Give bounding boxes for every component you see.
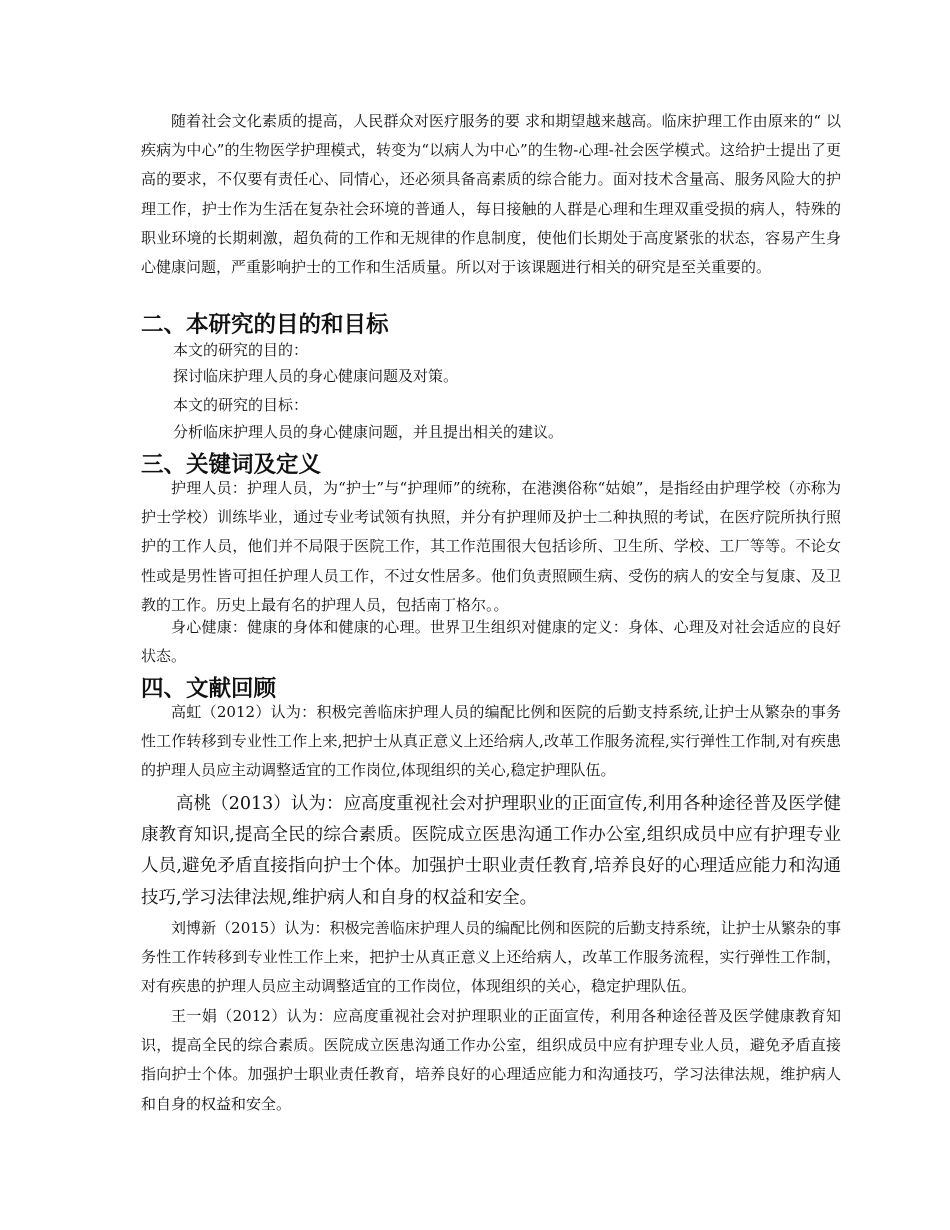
goal-text: 分析临床护理人员的身心健康问题，并且提出相关的建议。 <box>173 423 564 441</box>
literature-review-gaotao: 高桃（2013）认为：应高度重视社会对护理职业的正面宣传,利用各种途径普及医学健康教育知识,提高全民的综合素质。医院成立医患沟通工作办公室,组织成员中应有护理专业人员,避免矛盾直接指向护士个体。加强护士职业责任教育,培养良好的心理适应能力和沟通技巧,学习法律法规,维护病人和自身的权益和安全。 <box>141 794 841 908</box>
health-definition: 身心健康：健康的身体和健康的心理。世界卫生组织对健康的定义：身体、心理及对社会适应的良好状态。 <box>141 618 841 666</box>
nurse-definition: 护理人员：护理人员，为“护士”与“护理师”的统称，在港澳俗称“姑娘”，是指经由护理学校（亦称为护士学校）训练毕业，通过专业考试领有执照，并分有护理师及护士二种执照的考试，在医疗院所执行照护的工作人员，他们并不局限于医院工作，其工作范围很大包括诊所、卫生所、学校、工厂等等。不论女性或是男性皆可担任护理人员工作，不过女性居多。他们负责照顾生病、受伤的病人的安全与复康、及卫教的工作。历史上最有名的护理人员，包括南丁格尔。。 <box>141 479 841 614</box>
goal-label: 本文的研究的目标： <box>173 396 309 414</box>
literature-review-liuboxin: 刘博新（2015）认为：积极完善临床护理人员的编配比例和医院的后勤支持系统，让护士从繁杂的事务性工作转移到专业性工作上来，把护士从真正意义上还给病人，改革工作服务流程，实行弹性工作制，对有疾患的护理人员应主动调整适宜的工作岗位，体现组织的关心，稳定护理队伍。 <box>141 919 841 996</box>
intro-paragraph: 随着社会文化素质的提高，人民群众对医疗服务的要 求和期望越来越高。临床护理工作由原来的“ 以疾病为中心”的生物医学护理模式，转变为“以病人为中心”的生物-心理-社会医学模式。这给护士提出了更高的要求，不仅要有责任心、同情心，还必须具备高素质的综合能力。面对技术含量高、服务风险大的护理工作，护士作为生活在复杂社会环境的普通人，每日接触的人群是心理和生理双重受损的病人，特殊的职业环境的长期刺激，超负荷的工作和无规律的作息制度，使他们长期处于高度紧张的状态，容易产生身心健康问题，严重影响护士的工作和生活质量。所以对于该课题进行相关的研究是至关重要的。 <box>141 112 841 277</box>
section3-heading: 三、关键词及定义 <box>141 452 322 478</box>
literature-review-wangyijuan: 王一娟（2012）认为：应高度重视社会对护理职业的正面宣传，利用各种途径普及医学健康教育知识，提高全民的综合素质。医院成立医患沟通工作办公室，组织成员中应有护理专业人员，避免矛盾直接指向护士个体。加强护士职业责任教育，培养良好的心理适应能力和沟通技巧，学习法律法规，维护病人和自身的权益和安全。 <box>141 1007 841 1113</box>
section2-heading: 二、本研究的目的和目标 <box>141 312 389 338</box>
purpose-text: 探讨临床护理人员的身心健康问题及对策。 <box>173 367 459 385</box>
section4-heading: 四、文献回顾 <box>141 676 277 702</box>
purpose-label: 本文的研究的目的： <box>173 341 309 359</box>
literature-review-gaohong: 高虹（2012）认为：积极完善临床护理人员的编配比例和医院的后勤支持系统,让护士从繁杂的事务性工作转移到专业性工作上来,把护士从真正意义上还给病人,改革工作服务流程,实行弹性工作制,对有疾患的护理人员应主动调整适宜的工作岗位,体现组织的关心,稳定护理队伍。 <box>141 703 841 780</box>
